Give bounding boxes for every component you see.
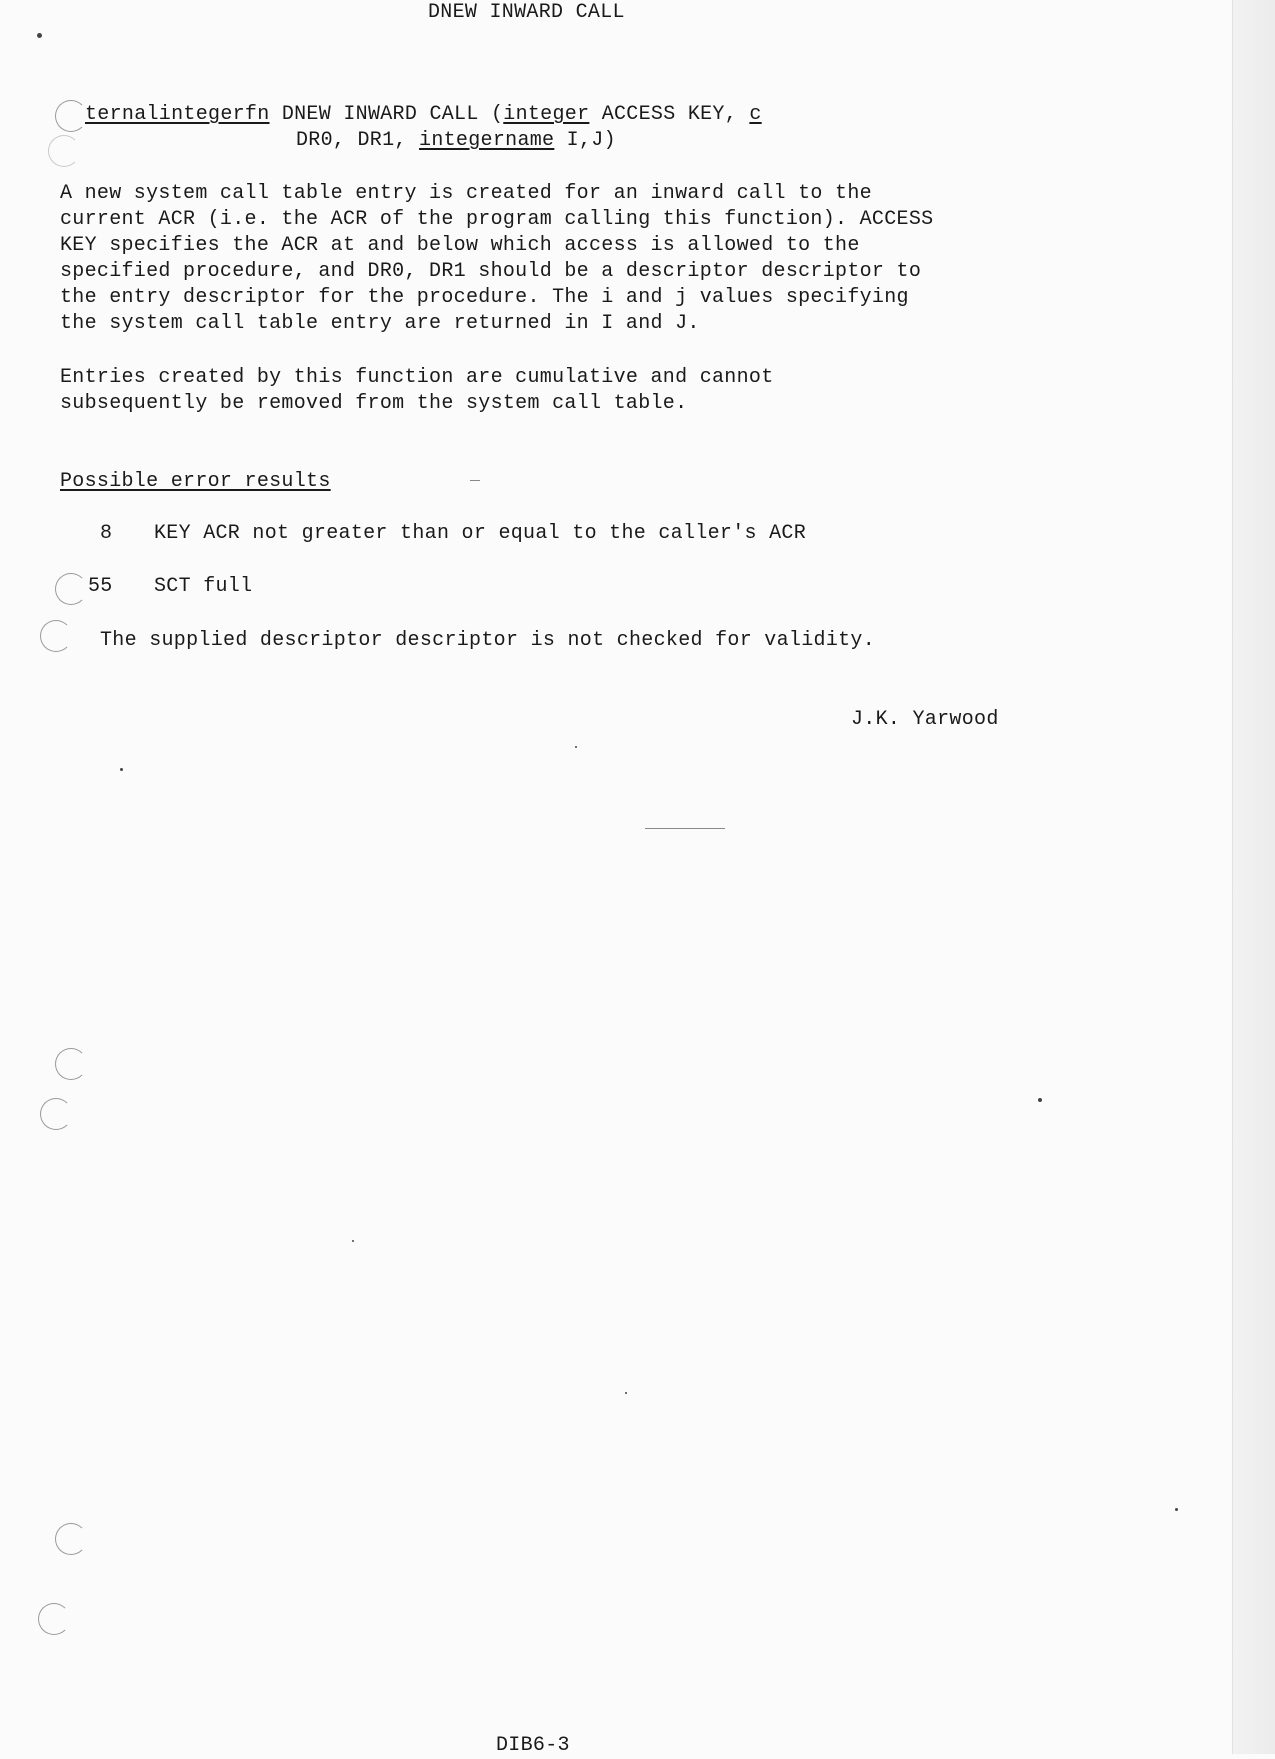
error-text: SCT full	[154, 575, 253, 598]
scan-speck	[120, 768, 123, 771]
signature-keyword-integername: integername	[419, 129, 555, 152]
punch-hole-mark	[55, 100, 87, 132]
signature-descriptors: DR0, DR1,	[296, 129, 420, 152]
function-signature-line-1	[85, 102, 762, 128]
page-edge	[1232, 0, 1275, 1754]
signature-prefix: ternalintegerfn	[85, 103, 270, 126]
function-signature-line-2	[296, 128, 616, 154]
page-title: DNEW INWARD CALL	[428, 1, 625, 24]
punch-hole-mark	[40, 1098, 72, 1130]
description-paragraph: A new system call table entry is created for an inward call to the current ACR (i.e. the ACR of the program calling this function). ACCESS KEY specifies the ACR at and below which access is allowed to the specified procedure, and DR0, DR1 should be a descriptor descriptor to the entry descriptor for the procedure. The i and j values specifying the system call table entry are returned in I and J.	[60, 182, 934, 335]
errors-heading: Possible error results	[60, 470, 331, 493]
punch-hole-mark	[55, 1523, 87, 1555]
scan-speck	[1038, 1098, 1042, 1102]
validity-note: The supplied descriptor descriptor is not checked for validity.	[100, 629, 876, 652]
error-code: 55	[88, 575, 113, 598]
signature-name: DNEW INWARD CALL (	[269, 103, 504, 126]
author-name: J.K. Yarwood	[851, 708, 999, 731]
scan-speck	[625, 1392, 627, 1394]
punch-hole-mark	[40, 620, 72, 652]
scan-mark	[470, 480, 480, 481]
signature-params: ACCESS KEY,	[589, 103, 750, 126]
punch-hole-mark	[38, 1603, 70, 1635]
error-text: KEY ACR not greater than or equal to the caller's ACR	[154, 522, 807, 545]
scan-speck	[1175, 1508, 1178, 1511]
scan-speck	[37, 33, 42, 38]
scan-mark	[645, 828, 725, 829]
punch-hole-mark	[55, 1048, 87, 1080]
signature-params-2: I,J)	[554, 129, 616, 152]
signature-keyword-integer: integer	[503, 103, 590, 126]
description-paragraph-2: Entries created by this function are cumulative and cannot subsequently be removed from the system call table.	[60, 366, 774, 415]
signature-trail: c	[749, 103, 762, 126]
error-code: 8	[100, 522, 113, 545]
scan-speck	[352, 1240, 354, 1242]
punch-hole-mark	[48, 135, 80, 167]
scan-speck	[575, 746, 577, 748]
punch-hole-mark	[55, 573, 87, 605]
page-reference: DIB6-3	[496, 1734, 570, 1757]
